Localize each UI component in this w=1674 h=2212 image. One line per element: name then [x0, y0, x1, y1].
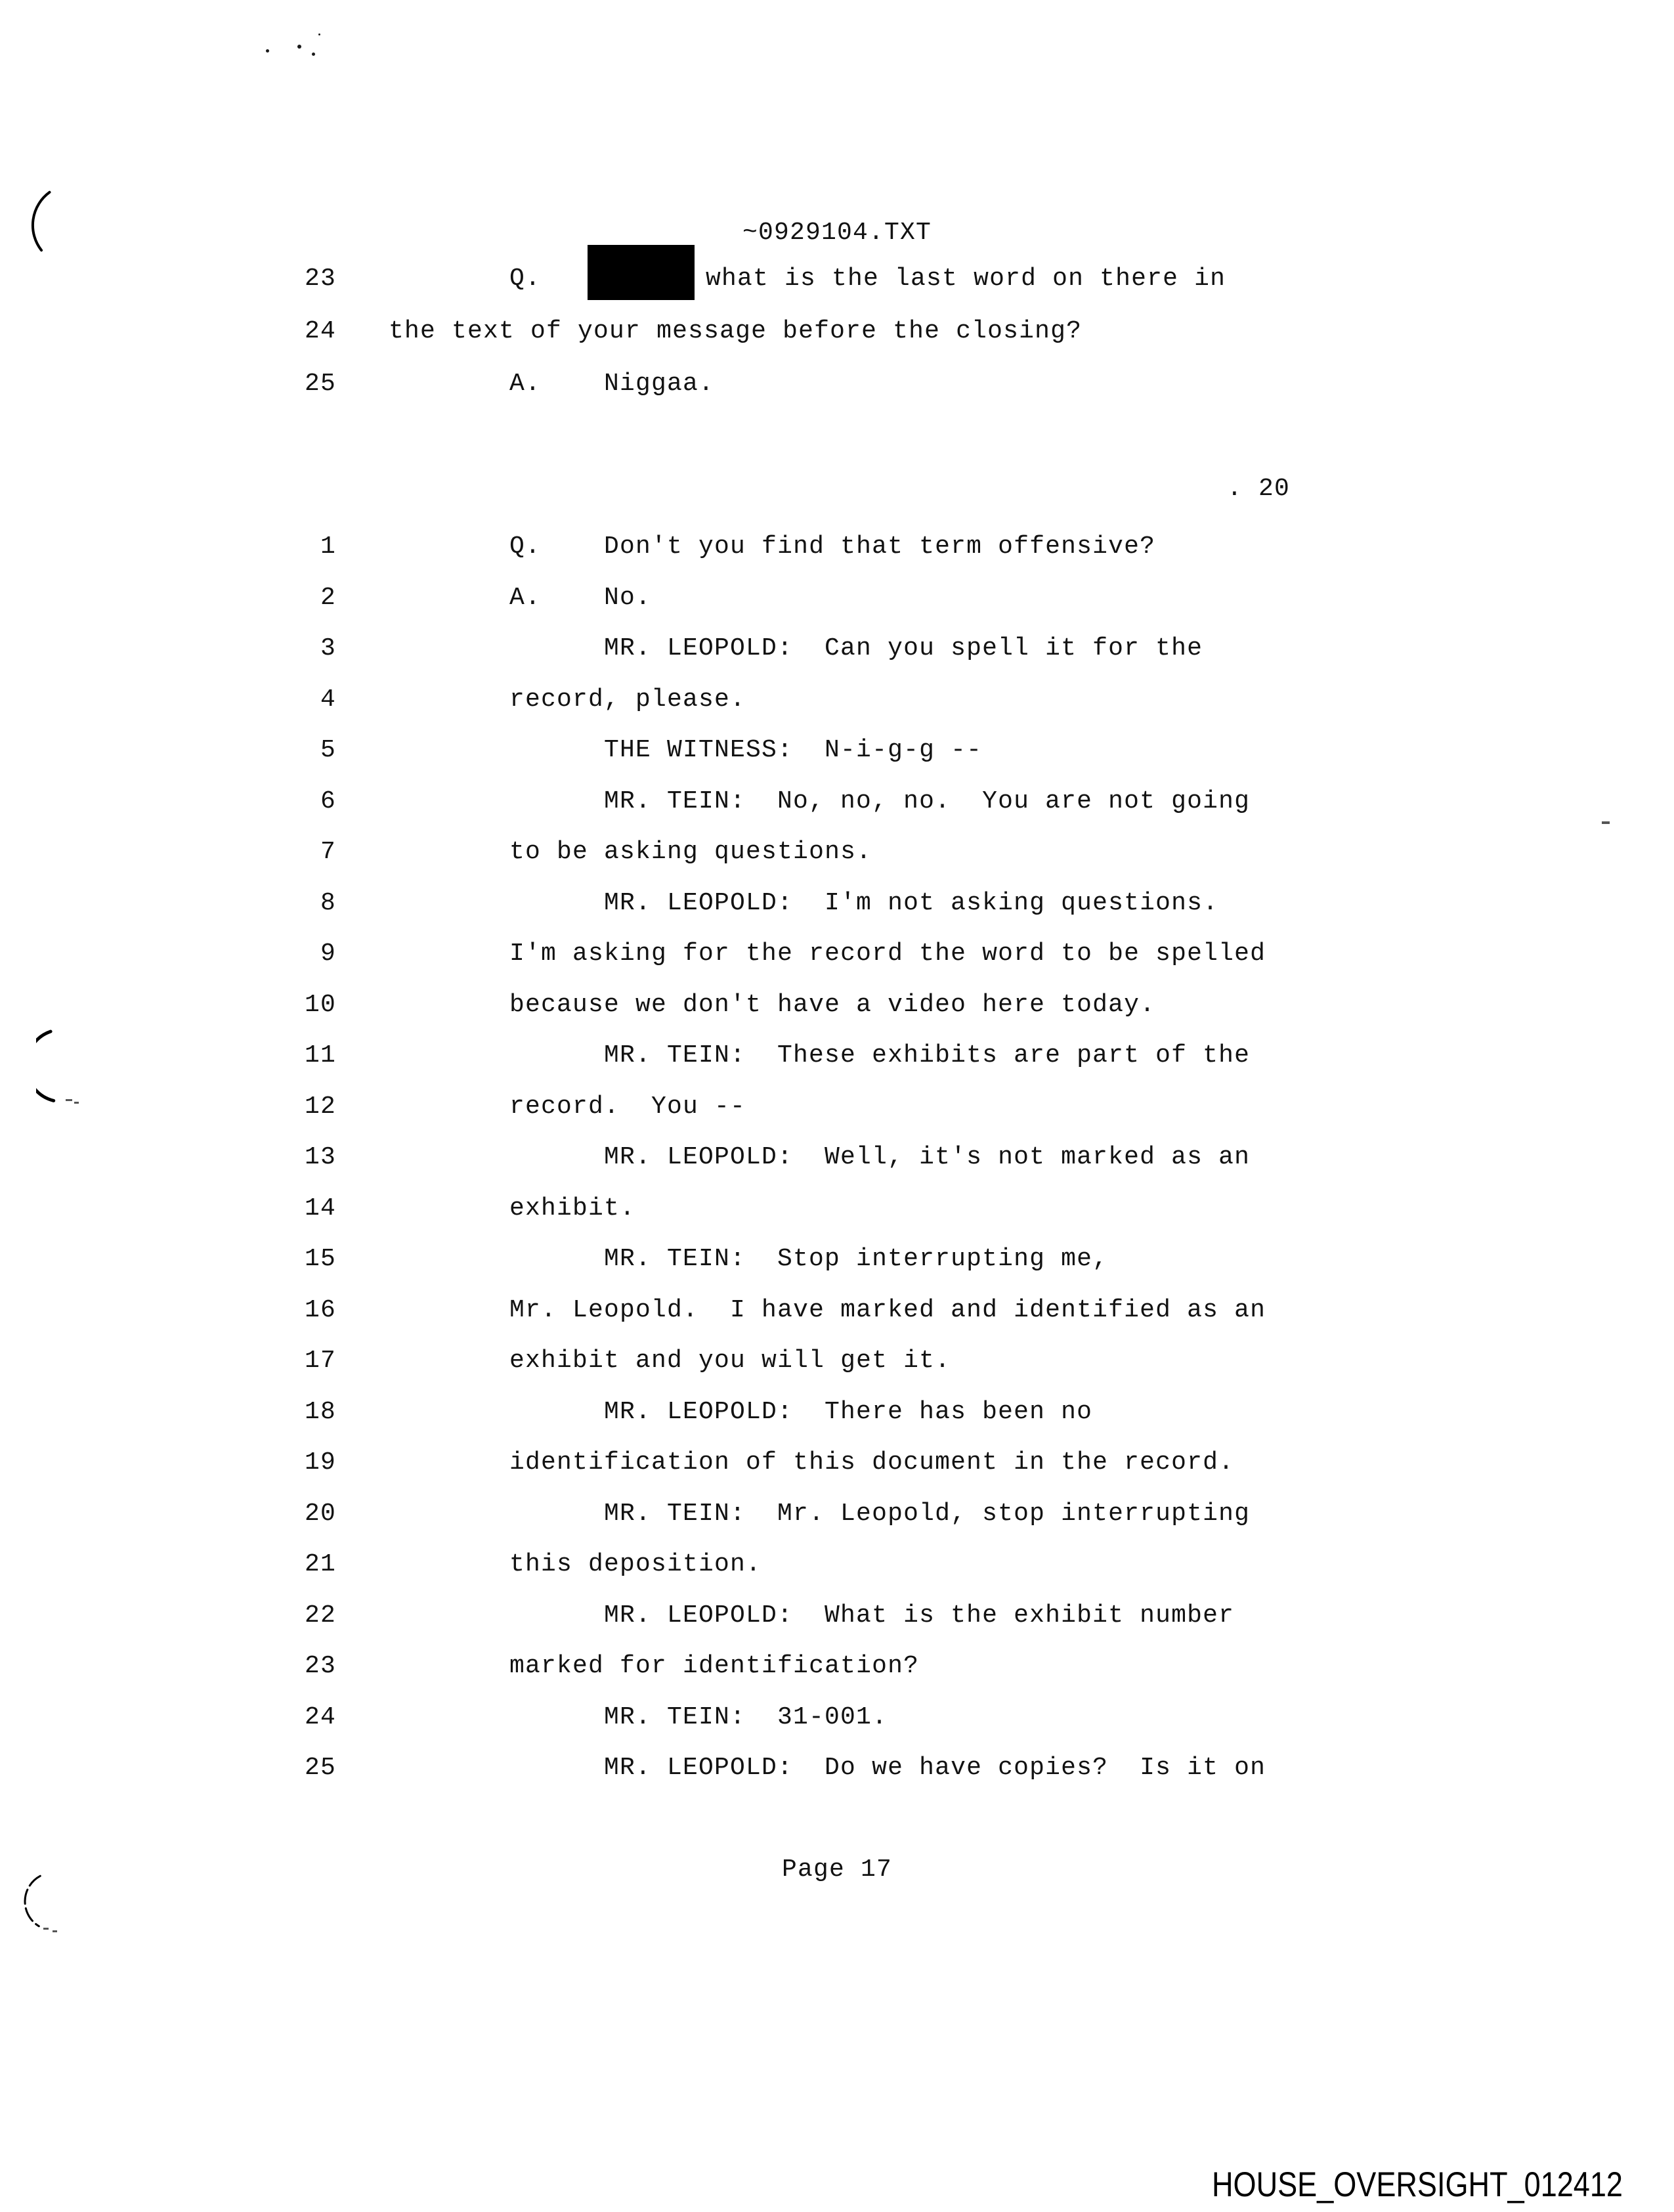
- transcript-line: [0, 675, 1674, 725]
- transcript-line: [0, 726, 1674, 775]
- transcript-line: [0, 307, 1674, 357]
- line-text: MR. TEIN: Stop interrupting me,: [604, 1245, 1109, 1273]
- line-number: 9: [320, 940, 336, 968]
- line-number: 10: [304, 991, 336, 1019]
- scan-speck: [43, 1928, 49, 1930]
- transcript-line: [0, 1591, 1674, 1641]
- line-text: THE WITNESS: N-i-g-g --: [604, 736, 983, 764]
- page-header-filename: ~0929104.TXT: [742, 219, 932, 247]
- line-text: MR. LEOPOLD: There has been no: [604, 1398, 1093, 1426]
- line-text: MR. LEOPOLD: Do we have copies? Is it on: [604, 1754, 1266, 1782]
- line-text: the text of your message before the closing?: [389, 317, 1083, 345]
- transcript-line: [0, 359, 1674, 409]
- transcript-line: [0, 1489, 1674, 1539]
- line-number: 14: [304, 1194, 336, 1223]
- line-text: what is the last word on there in: [706, 265, 1226, 293]
- scan-speck: [53, 1930, 57, 1932]
- line-number: 2: [320, 584, 336, 612]
- line-number: 22: [304, 1601, 336, 1630]
- transcript-line: [0, 522, 1674, 572]
- transcript-line: [0, 980, 1674, 1030]
- transcript-line: [0, 1133, 1674, 1182]
- transcript-line: [0, 573, 1674, 623]
- transcript-line: [0, 1286, 1674, 1335]
- transcript-line: [0, 1184, 1674, 1234]
- transcript-line: [0, 929, 1674, 979]
- line-text: MR. LEOPOLD: Well, it's not marked as an: [604, 1143, 1251, 1171]
- line-text: exhibit and you will get it.: [509, 1347, 951, 1375]
- line-number: 15: [304, 1245, 336, 1273]
- scan-speck: [266, 49, 269, 53]
- transcript-line: [0, 1031, 1674, 1081]
- line-number: 12: [304, 1093, 336, 1121]
- line-text: MR. LEOPOLD: I'm not asking questions.: [604, 889, 1219, 917]
- bates-stamp: HOUSE_OVERSIGHT_012412: [1212, 2165, 1623, 2204]
- line-text: MR. TEIN: These exhibits are part of the: [604, 1041, 1251, 1070]
- transcript-line: [0, 1387, 1674, 1437]
- line-text: A. No.: [509, 584, 652, 612]
- line-number: 19: [304, 1448, 336, 1477]
- line-number: 23: [304, 1652, 336, 1680]
- line-text: MR. TEIN: No, no, no. You are not going: [604, 787, 1251, 815]
- line-number: 13: [304, 1143, 336, 1171]
- line-number: 18: [304, 1398, 336, 1426]
- line-text: Q.: [509, 265, 542, 293]
- transcript-line: [0, 1693, 1674, 1743]
- line-text: A. Niggaa.: [509, 370, 715, 398]
- line-text: MR. LEOPOLD: Can you spell it for the: [604, 634, 1203, 662]
- transcript-line: [0, 1641, 1674, 1691]
- line-text: identification of this document in the record.: [509, 1448, 1235, 1477]
- scan-speck: [312, 53, 315, 56]
- line-number: 20: [304, 1500, 336, 1528]
- transcript-line: [0, 1082, 1674, 1132]
- line-text: MR. TEIN: Mr. Leopold, stop interrupting: [604, 1500, 1251, 1528]
- line-text: record. You --: [509, 1093, 746, 1121]
- line-text: marked for identification?: [509, 1652, 920, 1680]
- transcript-line: [0, 827, 1674, 877]
- line-text: record, please.: [509, 685, 746, 714]
- line-number: 4: [320, 685, 336, 714]
- line-number: 6: [320, 787, 336, 815]
- footer-page-label: Page 17: [781, 1855, 893, 1884]
- transcript-line: [0, 878, 1674, 928]
- transcript-line: [0, 1743, 1674, 1793]
- line-text: Mr. Leopold. I have marked and identified as an: [509, 1296, 1266, 1324]
- line-number: 7: [320, 838, 336, 866]
- line-number: 1: [320, 532, 336, 561]
- line-number: 24: [304, 1703, 336, 1731]
- line-number: 25: [304, 370, 336, 398]
- line-number: 21: [304, 1550, 336, 1578]
- line-number: 23: [304, 265, 336, 293]
- transcript-line: [0, 1336, 1674, 1386]
- line-number: 5: [320, 736, 336, 764]
- transcript-line: [0, 1234, 1674, 1284]
- line-number: 25: [304, 1754, 336, 1782]
- line-text: to be asking questions.: [509, 838, 872, 866]
- line-number: 24: [304, 317, 336, 345]
- line-text: exhibit.: [509, 1194, 636, 1223]
- line-number: 3: [320, 634, 336, 662]
- line-text: I'm asking for the record the word to be spelled: [509, 940, 1266, 968]
- transcript-line: [0, 624, 1674, 674]
- line-number: 17: [304, 1347, 336, 1375]
- line-text: MR. TEIN: 31-001.: [604, 1703, 888, 1731]
- scan-speck: [297, 45, 301, 49]
- scan-speck: [318, 33, 320, 35]
- line-text: because we don't have a video here today.: [509, 991, 1156, 1019]
- transcript-line: [0, 254, 1674, 304]
- transcript-line: [0, 1540, 1674, 1590]
- line-number: 11: [304, 1041, 336, 1070]
- transcript-line: [0, 1438, 1674, 1488]
- top-page-number: . 20: [1227, 475, 1291, 503]
- line-number: 8: [320, 889, 336, 917]
- line-text: this deposition.: [509, 1550, 762, 1578]
- line-text: Q. Don't you find that term offensive?: [509, 532, 1156, 561]
- transcript-line: [0, 777, 1674, 827]
- line-number: 16: [304, 1296, 336, 1324]
- line-text: MR. LEOPOLD: What is the exhibit number: [604, 1601, 1235, 1630]
